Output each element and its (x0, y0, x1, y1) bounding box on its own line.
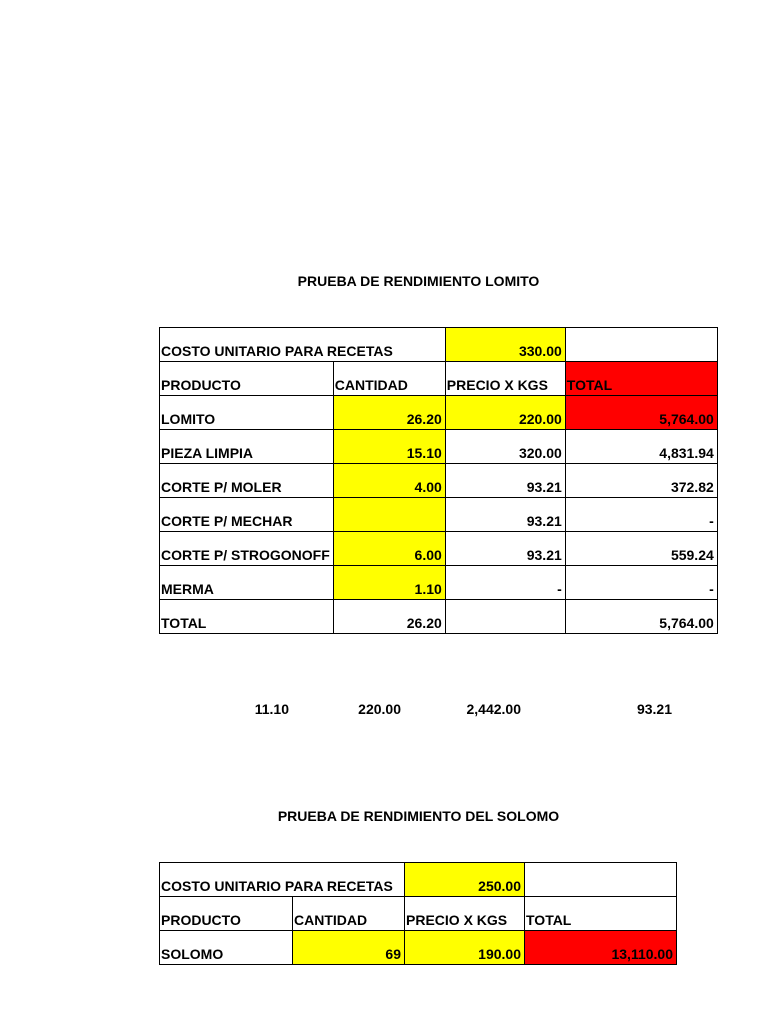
row-cantidad[interactable]: 15.10 (333, 430, 445, 464)
costo-unitario-value[interactable]: 330.00 (445, 328, 565, 362)
row-producto[interactable]: CORTE P/ STROGONOFF (160, 532, 334, 566)
row-producto[interactable]: CORTE P/ MECHAR (160, 498, 334, 532)
row-cantidad[interactable]: 6.00 (333, 532, 445, 566)
row-precio[interactable]: 93.21 (445, 498, 565, 532)
row-producto[interactable]: MERMA (160, 566, 334, 600)
header-precio[interactable]: PRECIO X KGS (405, 897, 525, 931)
row-precio[interactable]: - (445, 566, 565, 600)
header-cantidad[interactable]: CANTIDAD (333, 362, 445, 396)
row-cantidad[interactable]: 26.20 (333, 396, 445, 430)
table-row (160, 430, 718, 464)
summary-value[interactable]: 2,442.00 (466, 701, 521, 717)
row-total[interactable]: 559.24 (565, 532, 717, 566)
costo-unitario-label[interactable]: COSTO UNITARIO PARA RECETAS (160, 863, 405, 897)
summary-value[interactable]: 220.00 (358, 701, 401, 717)
table-row (160, 396, 718, 430)
table-row (160, 532, 718, 566)
header-precio[interactable]: PRECIO X KGS (445, 362, 565, 396)
table-row (160, 464, 718, 498)
row-precio[interactable]: 93.21 (445, 464, 565, 498)
row-total[interactable]: 13,110.00 (525, 931, 677, 965)
header-total[interactable]: TOTAL (525, 897, 677, 931)
row-total[interactable]: 5,764.00 (565, 396, 717, 430)
row-cantidad[interactable]: 69 (293, 931, 405, 965)
row-total[interactable]: 4,831.94 (565, 430, 717, 464)
table-row (160, 498, 718, 532)
empty-cell[interactable] (525, 863, 677, 897)
costo-unitario-row (160, 863, 677, 897)
total-row (160, 600, 718, 634)
summary-value[interactable]: 11.10 (254, 701, 289, 717)
total-cantidad[interactable]: 26.20 (333, 600, 445, 634)
row-producto[interactable]: CORTE P/ MOLER (160, 464, 334, 498)
lomito-yield-table (159, 327, 718, 634)
row-precio[interactable]: 93.21 (445, 532, 565, 566)
row-precio[interactable]: 220.00 (445, 396, 565, 430)
row-total[interactable]: - (565, 566, 717, 600)
header-producto[interactable]: PRODUCTO (160, 897, 293, 931)
row-precio[interactable]: 190.00 (405, 931, 525, 965)
row-total[interactable]: - (565, 498, 717, 532)
costo-unitario-value[interactable]: 250.00 (405, 863, 525, 897)
table-row (160, 931, 677, 965)
table-row (160, 566, 718, 600)
row-cantidad[interactable]: 1.10 (333, 566, 445, 600)
solomo-section-title: PRUEBA DE RENDIMIENTO DEL SOLOMO (277, 808, 560, 824)
costo-unitario-row (160, 328, 718, 362)
row-cantidad[interactable] (333, 498, 445, 532)
header-producto[interactable]: PRODUCTO (160, 362, 334, 396)
row-total[interactable]: 372.82 (565, 464, 717, 498)
solomo-yield-table (159, 862, 677, 965)
header-row (160, 362, 718, 396)
header-total[interactable]: TOTAL (565, 362, 717, 396)
costo-unitario-label[interactable]: COSTO UNITARIO PARA RECETAS (160, 328, 446, 362)
total-precio[interactable] (445, 600, 565, 634)
row-producto[interactable]: PIEZA LIMPIA (160, 430, 334, 464)
total-label[interactable]: TOTAL (160, 600, 334, 634)
empty-cell[interactable] (565, 328, 717, 362)
row-producto[interactable]: SOLOMO (160, 931, 293, 965)
header-row (160, 897, 677, 931)
header-cantidad[interactable]: CANTIDAD (293, 897, 405, 931)
row-precio[interactable]: 320.00 (445, 430, 565, 464)
lomito-summary-row (159, 701, 676, 721)
row-cantidad[interactable]: 4.00 (333, 464, 445, 498)
row-producto[interactable]: LOMITO (160, 396, 334, 430)
lomito-section-title: PRUEBA DE RENDIMIENTO LOMITO (297, 273, 540, 289)
summary-value[interactable]: 93.21 (636, 701, 672, 717)
total-amount[interactable]: 5,764.00 (565, 600, 717, 634)
